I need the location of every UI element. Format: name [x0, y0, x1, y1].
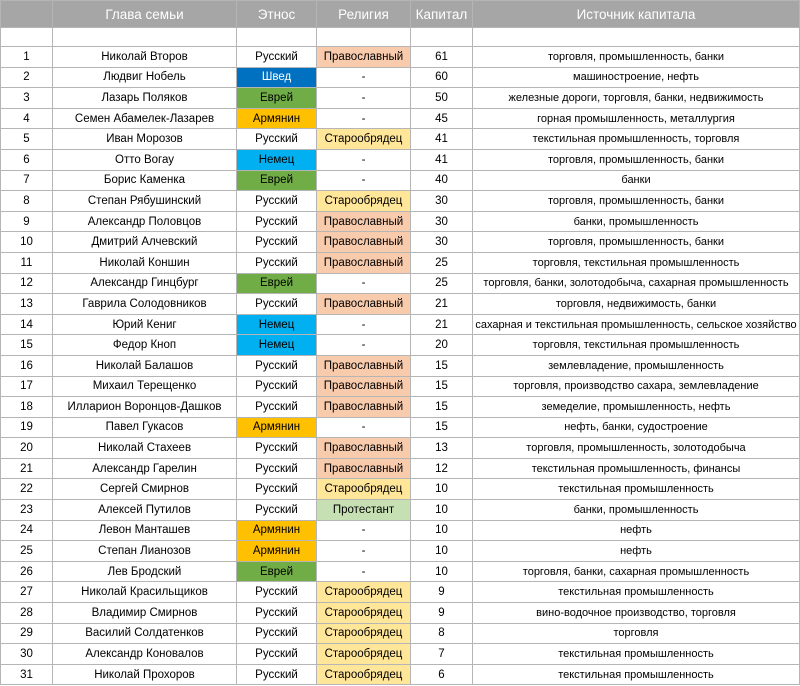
- capital-cell: 41: [411, 149, 473, 170]
- ethnos-cell: Армянин: [237, 541, 317, 562]
- row-number: 5: [1, 129, 53, 150]
- ethnos-cell: Немец: [237, 149, 317, 170]
- capital-cell: 30: [411, 191, 473, 212]
- row-number: 16: [1, 355, 53, 376]
- capital-source: текстильная промышленность: [473, 644, 800, 665]
- row-number: 13: [1, 294, 53, 315]
- capital-source: текстильная промышленность: [473, 479, 800, 500]
- ethnos-cell: Швед: [237, 67, 317, 88]
- empty-row: [1, 28, 800, 47]
- religion-cell: Старообрядец: [317, 664, 411, 685]
- capital-cell: 15: [411, 376, 473, 397]
- ethnos-cell: Русский: [237, 355, 317, 376]
- table-row: [1, 294, 800, 315]
- ethnos-cell: Русский: [237, 129, 317, 150]
- row-number: 9: [1, 211, 53, 232]
- capital-source: торговля, производство сахара, землевладение: [473, 376, 800, 397]
- family-head: Дмитрий Алчевский: [53, 232, 237, 253]
- row-number: 14: [1, 314, 53, 335]
- row-number: 27: [1, 582, 53, 603]
- table-row: [1, 273, 800, 294]
- family-head: Юрий Кениг: [53, 314, 237, 335]
- religion-cell: -: [317, 314, 411, 335]
- family-head: Павел Гукасов: [53, 417, 237, 438]
- ethnos-cell: Армянин: [237, 417, 317, 438]
- header-capital-source: Источник капитала: [473, 1, 800, 28]
- religion-cell: -: [317, 417, 411, 438]
- row-number: 28: [1, 603, 53, 624]
- ethnos-cell: Еврей: [237, 273, 317, 294]
- family-head: Людвиг Нобель: [53, 67, 237, 88]
- religion-cell: Старообрядец: [317, 479, 411, 500]
- row-number: 23: [1, 500, 53, 521]
- table-row: [1, 232, 800, 253]
- capital-source: банки: [473, 170, 800, 191]
- table-row: [1, 376, 800, 397]
- religion-cell: -: [317, 561, 411, 582]
- capital-source: торговля, банки, сахарная промышленность: [473, 561, 800, 582]
- religion-cell: -: [317, 520, 411, 541]
- family-head: Николай Коншин: [53, 252, 237, 273]
- family-head: Александр Половцов: [53, 211, 237, 232]
- ethnos-cell: Армянин: [237, 108, 317, 129]
- row-number: 4: [1, 108, 53, 129]
- row-number: 24: [1, 520, 53, 541]
- table-row: [1, 355, 800, 376]
- capital-source: торговля: [473, 623, 800, 644]
- row-number: 1: [1, 47, 53, 68]
- table-row: [1, 417, 800, 438]
- religion-cell: Протестант: [317, 500, 411, 521]
- capital-cell: 60: [411, 67, 473, 88]
- row-number: 8: [1, 191, 53, 212]
- ethnos-cell: Русский: [237, 252, 317, 273]
- religion-cell: -: [317, 108, 411, 129]
- ethnos-cell: Русский: [237, 397, 317, 418]
- table-row: [1, 458, 800, 479]
- family-head: Николай Красильщиков: [53, 582, 237, 603]
- row-number: 18: [1, 397, 53, 418]
- capital-cell: 15: [411, 397, 473, 418]
- ethnos-cell: Русский: [237, 191, 317, 212]
- religion-cell: -: [317, 273, 411, 294]
- capital-source: банки, промышленность: [473, 211, 800, 232]
- capital-cell: 30: [411, 211, 473, 232]
- family-head: Владимир Смирнов: [53, 603, 237, 624]
- family-head: Василий Солдатенков: [53, 623, 237, 644]
- ethnos-cell: Еврей: [237, 170, 317, 191]
- capital-source: торговля, промышленность, банки: [473, 191, 800, 212]
- capital-source: текстильная промышленность, финансы: [473, 458, 800, 479]
- capital-cell: 25: [411, 252, 473, 273]
- row-number: 11: [1, 252, 53, 273]
- table-row: [1, 397, 800, 418]
- family-head: Степан Лианозов: [53, 541, 237, 562]
- table-row: [1, 500, 800, 521]
- row-number: 12: [1, 273, 53, 294]
- ethnos-cell: Русский: [237, 623, 317, 644]
- table-row: [1, 108, 800, 129]
- family-head: Николай Второв: [53, 47, 237, 68]
- family-head: Николай Балашов: [53, 355, 237, 376]
- table-row: [1, 623, 800, 644]
- family-head: Михаил Терещенко: [53, 376, 237, 397]
- row-number: 15: [1, 335, 53, 356]
- row-number: 21: [1, 458, 53, 479]
- ethnos-cell: Еврей: [237, 88, 317, 109]
- capital-source: нефть, банки, судостроение: [473, 417, 800, 438]
- religion-cell: Старообрядец: [317, 644, 411, 665]
- family-head: Николай Прохоров: [53, 664, 237, 685]
- table-row: [1, 170, 800, 191]
- header-ethnos: Этнос: [237, 1, 317, 28]
- ethnos-cell: Русский: [237, 376, 317, 397]
- religion-cell: Православный: [317, 47, 411, 68]
- religion-cell: Православный: [317, 211, 411, 232]
- ethnos-cell: Немец: [237, 335, 317, 356]
- header-religion: Религия: [317, 1, 411, 28]
- ethnos-cell: Русский: [237, 232, 317, 253]
- row-number: 7: [1, 170, 53, 191]
- table-row: [1, 149, 800, 170]
- table-row: [1, 438, 800, 459]
- capital-cell: 41: [411, 129, 473, 150]
- capital-cell: 21: [411, 314, 473, 335]
- table-row: [1, 314, 800, 335]
- capital-cell: 61: [411, 47, 473, 68]
- row-number: 20: [1, 438, 53, 459]
- ethnos-cell: Русский: [237, 294, 317, 315]
- capital-cell: 13: [411, 438, 473, 459]
- table-row: [1, 129, 800, 150]
- table-row: [1, 67, 800, 88]
- ethnos-cell: Русский: [237, 458, 317, 479]
- capital-source: сахарная и текстильная промышленность, сельское хозяйство: [473, 314, 800, 335]
- row-number: 6: [1, 149, 53, 170]
- capital-source: торговля, банки, золотодобыча, сахарная промышленность: [473, 273, 800, 294]
- table-row: [1, 335, 800, 356]
- religion-cell: Православный: [317, 397, 411, 418]
- capital-cell: 7: [411, 644, 473, 665]
- family-head: Александр Коновалов: [53, 644, 237, 665]
- family-head: Лазарь Поляков: [53, 88, 237, 109]
- row-number: 29: [1, 623, 53, 644]
- header-family-head: Глава семьи: [53, 1, 237, 28]
- capital-source: горная промышленность, металлургия: [473, 108, 800, 129]
- ethnos-cell: Армянин: [237, 520, 317, 541]
- ethnos-cell: Немец: [237, 314, 317, 335]
- religion-cell: -: [317, 149, 411, 170]
- table-row: [1, 582, 800, 603]
- family-head: Александр Гарелин: [53, 458, 237, 479]
- capital-source: текстильная промышленность, торговля: [473, 129, 800, 150]
- header-num: [1, 1, 53, 28]
- capital-cell: 6: [411, 664, 473, 685]
- table-row: [1, 252, 800, 273]
- ethnos-cell: Русский: [237, 47, 317, 68]
- capital-cell: 9: [411, 603, 473, 624]
- capital-cell: 50: [411, 88, 473, 109]
- row-number: 22: [1, 479, 53, 500]
- family-head: Лев Бродский: [53, 561, 237, 582]
- capital-cell: 10: [411, 479, 473, 500]
- religion-cell: Православный: [317, 294, 411, 315]
- capital-source: торговля, промышленность, золотодобыча: [473, 438, 800, 459]
- table-row: [1, 603, 800, 624]
- religion-cell: Старообрядец: [317, 582, 411, 603]
- capital-source: торговля, промышленность, банки: [473, 149, 800, 170]
- ethnos-cell: Русский: [237, 644, 317, 665]
- row-number: 3: [1, 88, 53, 109]
- capital-cell: 10: [411, 561, 473, 582]
- capital-cell: 30: [411, 232, 473, 253]
- family-head: Гаврила Солодовников: [53, 294, 237, 315]
- table-row: [1, 88, 800, 109]
- capital-source: торговля, текстильная промышленность: [473, 335, 800, 356]
- table-row: [1, 644, 800, 665]
- capital-cell: 20: [411, 335, 473, 356]
- capital-source: железные дороги, торговля, банки, недвижимость: [473, 88, 800, 109]
- family-head: Александр Гинцбург: [53, 273, 237, 294]
- capital-source: земеделие, промышленность, нефть: [473, 397, 800, 418]
- capital-cell: 15: [411, 417, 473, 438]
- capital-cell: 21: [411, 294, 473, 315]
- capital-cell: 15: [411, 355, 473, 376]
- ethnos-cell: Русский: [237, 211, 317, 232]
- capital-source: нефть: [473, 520, 800, 541]
- table-row: [1, 561, 800, 582]
- table-row: [1, 520, 800, 541]
- row-number: 31: [1, 664, 53, 685]
- capital-source: вино-водочное производство, торговля: [473, 603, 800, 624]
- capital-source: торговля, промышленность, банки: [473, 232, 800, 253]
- ethnos-cell: Русский: [237, 664, 317, 685]
- religion-cell: Старообрядец: [317, 623, 411, 644]
- capital-source: банки, промышленность: [473, 500, 800, 521]
- ethnos-cell: Русский: [237, 438, 317, 459]
- capital-source: землевладение, промышленность: [473, 355, 800, 376]
- row-number: 2: [1, 67, 53, 88]
- religion-cell: -: [317, 541, 411, 562]
- row-number: 25: [1, 541, 53, 562]
- family-head: Степан Рябушинский: [53, 191, 237, 212]
- family-head: Семен Абамелек-Лазарев: [53, 108, 237, 129]
- row-number: 30: [1, 644, 53, 665]
- family-head: Сергей Смирнов: [53, 479, 237, 500]
- table-header: [1, 1, 800, 28]
- religion-cell: Старообрядец: [317, 191, 411, 212]
- table-row: [1, 479, 800, 500]
- family-head: Борис Каменка: [53, 170, 237, 191]
- capital-source: машиностроение, нефть: [473, 67, 800, 88]
- family-head: Илларион Воронцов-Дашков: [53, 397, 237, 418]
- family-head: Алексей Путилов: [53, 500, 237, 521]
- table-row: [1, 664, 800, 685]
- table-body: [1, 28, 800, 685]
- ethnos-cell: Русский: [237, 603, 317, 624]
- ethnos-cell: Русский: [237, 479, 317, 500]
- religion-cell: -: [317, 170, 411, 191]
- religion-cell: Старообрядец: [317, 603, 411, 624]
- family-head: Федор Кноп: [53, 335, 237, 356]
- table-row: [1, 211, 800, 232]
- capital-source: текстильная промышленность: [473, 664, 800, 685]
- capital-cell: 10: [411, 500, 473, 521]
- ethnos-cell: Еврей: [237, 561, 317, 582]
- capital-cell: 8: [411, 623, 473, 644]
- row-number: 10: [1, 232, 53, 253]
- capital-cell: 9: [411, 582, 473, 603]
- capital-source: текстильная промышленность: [473, 582, 800, 603]
- capital-source: торговля, текстильная промышленность: [473, 252, 800, 273]
- family-head: Иван Морозов: [53, 129, 237, 150]
- row-number: 26: [1, 561, 53, 582]
- family-head: Отто Вогау: [53, 149, 237, 170]
- religion-cell: Православный: [317, 458, 411, 479]
- religion-cell: Православный: [317, 355, 411, 376]
- capital-cell: 12: [411, 458, 473, 479]
- religion-cell: -: [317, 335, 411, 356]
- table-row: [1, 191, 800, 212]
- religion-cell: -: [317, 67, 411, 88]
- religion-cell: Старообрядец: [317, 129, 411, 150]
- ethnos-cell: Русский: [237, 582, 317, 603]
- ethnos-cell: Русский: [237, 500, 317, 521]
- religion-cell: Православный: [317, 376, 411, 397]
- row-number: 19: [1, 417, 53, 438]
- capital-cell: 10: [411, 520, 473, 541]
- table-row: [1, 47, 800, 68]
- family-head: Николай Стахеев: [53, 438, 237, 459]
- religion-cell: Православный: [317, 438, 411, 459]
- header-capital: Капитал: [411, 1, 473, 28]
- religion-cell: Православный: [317, 252, 411, 273]
- row-number: 17: [1, 376, 53, 397]
- capital-cell: 10: [411, 541, 473, 562]
- header-row: [1, 1, 800, 28]
- family-head: Левон Манташев: [53, 520, 237, 541]
- capital-cell: 40: [411, 170, 473, 191]
- capital-source: торговля, промышленность, банки: [473, 47, 800, 68]
- capital-cell: 45: [411, 108, 473, 129]
- capital-source: торговля, недвижимость, банки: [473, 294, 800, 315]
- religion-cell: Православный: [317, 232, 411, 253]
- table-row: [1, 541, 800, 562]
- capital-source: нефть: [473, 541, 800, 562]
- religion-cell: -: [317, 88, 411, 109]
- capital-cell: 25: [411, 273, 473, 294]
